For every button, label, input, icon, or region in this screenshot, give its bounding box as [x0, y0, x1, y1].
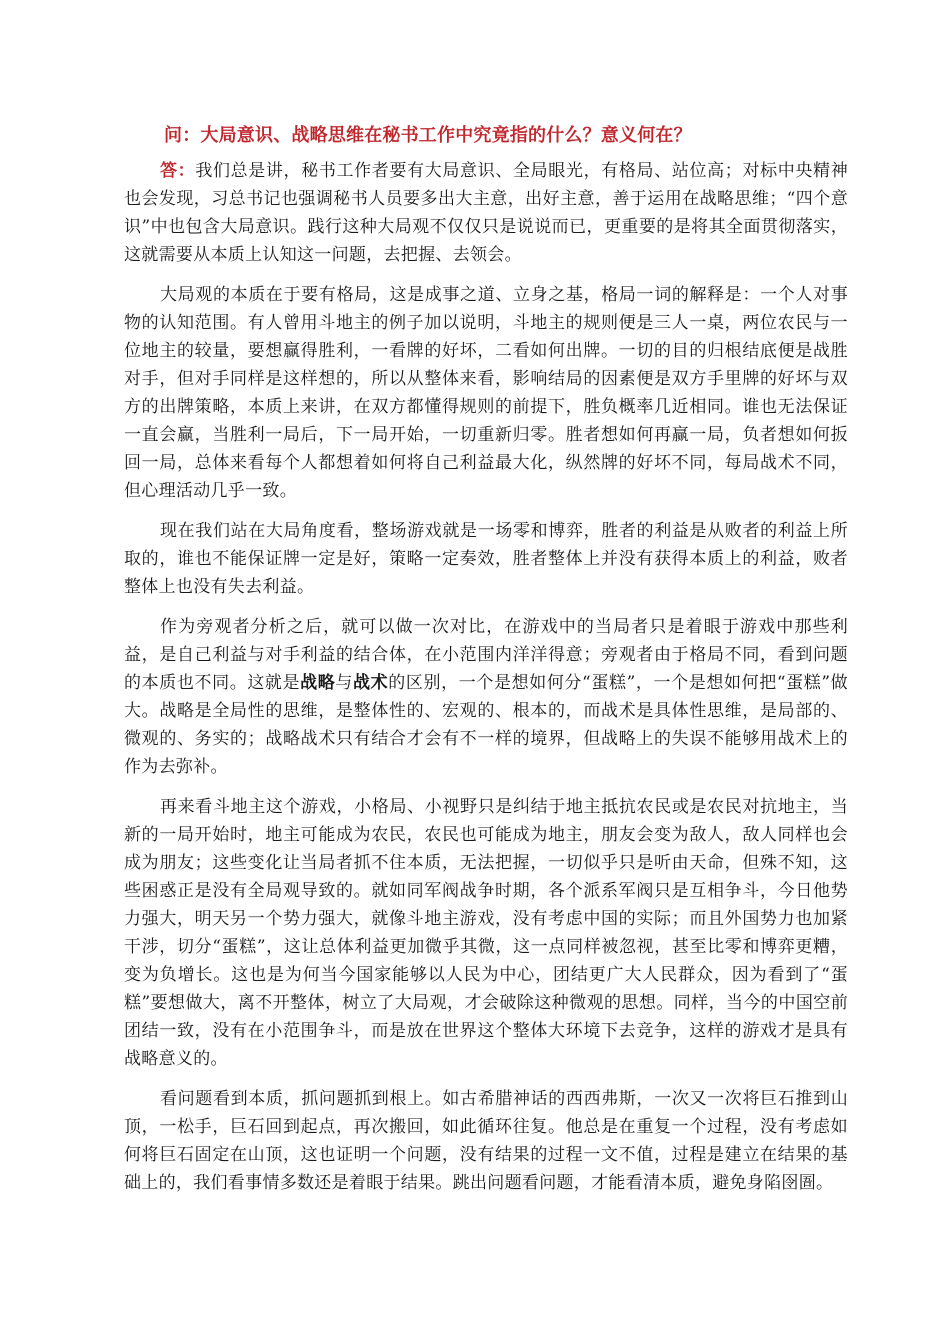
paragraph-4 — [124, 613, 848, 781]
answer-text: 我们总是讲，秘书工作者要有大局意识、全局眼光，有格局、站位高；对标中央精神也会发现，习总书记也强调秘书人员要多出大主意，出好主意，善于运用在战略思维；“四个意识”中也包含大局意识。践行这种大局观不仅仅只是说说而已，更重要的是将其全面贯彻落实，这就需要从本质上认知这一问题，去把握、去领会。 — [124, 161, 848, 265]
paragraph-3: 现在我们站在大局角度看，整场游戏就是一场零和博弈，胜者的利益是从败者的利益上所取的，谁也不能保证牌一定是好，策略一定奏效，胜者整体上并没有获得本质上的利益，败者整体上也没有失去利益。 — [124, 521, 848, 597]
paragraph-2: 大局观的本质在于要有格局，这是成事之道、立身之基，格局一词的解释是：一个人对事物的认知范围。有人曾用斗地主的例子加以说明，斗地主的规则便是三人一桌，两位农民与一位地主的较量，要想赢得胜利，一看牌的好坏，二看如何出牌。一切的目的归根结底便是战胜对手，但对手同样是这样想的，所以从整体来看，影响结局的因素便是双方手里牌的好坏与双方的出牌策略，本质上来讲，在双方都懂得规则的前提下，胜负概率几近相同。谁也无法保证一直会赢，当胜利一局后，下一局开始，一切重新归零。胜者想如何再赢一局，负者想如何扳回一局，总体来看每个人都想着如何将自己利益最大化，纵然牌的好坏不同，每局战术不同，但心理活动几乎一致。 — [124, 285, 848, 501]
question-heading — [124, 120, 848, 151]
emphasis-tactics: 战术 — [353, 673, 389, 693]
paragraph-6: 看问题看到本质，抓问题抓到根上。如古希腊神话的西西弗斯，一次又一次将巨石推到山顶，一松手，巨石回到起点，再次搬回，如此循环往复。他总是在重复一个过程，没有考虑如何将巨石固定在山顶，这也证明一个问题，没有结果的过程一文不值，过程是建立在结果的基础上的，我们看事情多数还是着眼于结果。跳出问题看问题，才能看清本质，避免身陷囹圄。 — [124, 1089, 848, 1193]
paragraph-5: 再来看斗地主这个游戏，小格局、小视野只是纠结于地主抵抗农民或是农民对抗地主，当新的一局开始时，地主可能成为农民，农民也可能成为地主，朋友会变为敌人，敌人同样也会成为朋友；这些变化让当局者抓不住本质，无法把握，一切似乎只是听由天命，但殊不知，这些困惑正是没有全局观导致的。就如同军阀战争时期，各个派系军阀只是互相争斗，今日他势力强大，明天另一个势力强大，就像斗地主游戏，没有考虑中国的实际；而且外国势力也加紧干涉，切分“蛋糕”，这让总体利益更加微乎其微，这一点同样被忽视，甚至比零和博弈更糟，变为负增长。这也是为何当今国家能够以人民为中心，团结更广大人民群众，因为看到了“蛋糕”要想做大，离不开整体，树立了大局观，才会破除这种微观的思想。同样，当今的中国空前团结一致，没有在小范围争斗，而是放在世界这个整体大环境下去竞争，这样的游戏才是具有战略意义的。 — [124, 797, 848, 1069]
paragraph-4-text-b: 与 — [335, 673, 354, 693]
question-label: 问： — [164, 125, 201, 146]
paragraph-4-text-a: 作为旁观者分析之后，就可以做一次对比，在游戏中的当局者只是着眼于游戏中那些利益，是自己利益与对手利益的结合体，在小范围内洋洋得意；旁观者由于格局不同，看到问题的本质也不同。这就是 — [124, 617, 848, 693]
question-text: 大局意识、战略思维在秘书工作中究竟指的什么？意义何在？ — [200, 125, 692, 146]
emphasis-strategy: 战略 — [300, 673, 336, 693]
paragraph-4-text-c: 的区别，一个是想如何分“蛋糕”，一个是想如何把“蛋糕”做大。战略是全局性的思维，是整体性的、宏观的、根本的，而战术是具体性思维，是局部的、微观的、务实的；战略战术只有结合才会有不一样的境界，但战略上的失误不能够用战术上的作为去弥补。 — [124, 673, 848, 777]
answer-label: 答： — [160, 161, 196, 181]
answer-paragraph — [124, 157, 848, 269]
document-page — [124, 120, 848, 1209]
